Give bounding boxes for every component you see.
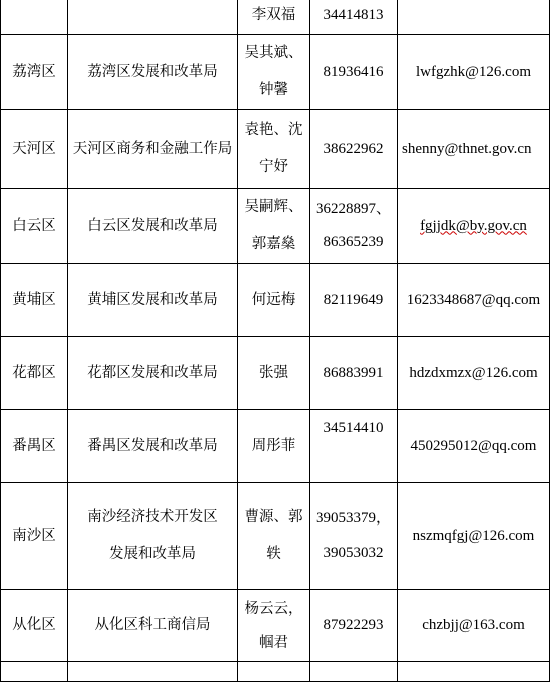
district-cell bbox=[1, 662, 68, 682]
phone-cell: 86883991 bbox=[310, 337, 398, 410]
phone-cell bbox=[310, 662, 398, 682]
contact-cell: 李双福 bbox=[238, 0, 310, 35]
department-cell: 番禺区发展和改革局 bbox=[68, 410, 238, 483]
email-cell: chzbjj@163.com bbox=[398, 590, 550, 662]
table-row bbox=[1, 110, 550, 189]
contact-cell: 吴嗣辉、郭嘉燊 bbox=[238, 189, 310, 264]
department-cell: 南沙经济技术开发区发展和改革局 bbox=[68, 483, 238, 590]
email-cell: 1623348687@qq.com bbox=[398, 264, 550, 337]
district-cell: 黄埔区 bbox=[1, 264, 68, 337]
department-cell bbox=[68, 0, 238, 35]
district-cell: 番禺区 bbox=[1, 410, 68, 483]
phone-cell: 38622962 bbox=[310, 110, 398, 189]
contact-cell: 何远梅 bbox=[238, 264, 310, 337]
email-cell bbox=[398, 0, 550, 35]
district-cell: 从化区 bbox=[1, 590, 68, 662]
email-cell: fgjjdk@by.gov.cn bbox=[398, 189, 550, 264]
phone-cell: 36228897、86365239 bbox=[310, 189, 398, 264]
email-cell: shenny@thnet.gov.cn bbox=[398, 110, 550, 189]
contact-cell bbox=[238, 662, 310, 682]
phone-cell: 34414813 bbox=[310, 0, 398, 35]
contact-cell: 吴其斌、钟馨 bbox=[238, 35, 310, 110]
table-row bbox=[1, 590, 550, 662]
email-cell: hdzdxmzx@126.com bbox=[398, 337, 550, 410]
department-cell: 荔湾区发展和改革局 bbox=[68, 35, 238, 110]
district-cell bbox=[1, 0, 68, 35]
email-cell: lwfgzhk@126.com bbox=[398, 35, 550, 110]
district-cell: 白云区 bbox=[1, 189, 68, 264]
table-row bbox=[1, 189, 550, 264]
table-row bbox=[1, 410, 550, 483]
table-row bbox=[1, 0, 550, 35]
phone-cell: 34514410 bbox=[310, 410, 398, 483]
table-row bbox=[1, 337, 550, 410]
district-cell: 天河区 bbox=[1, 110, 68, 189]
department-cell: 白云区发展和改革局 bbox=[68, 189, 238, 264]
department-cell: 花都区发展和改革局 bbox=[68, 337, 238, 410]
district-cell: 南沙区 bbox=[1, 483, 68, 590]
phone-cell: 81936416 bbox=[310, 35, 398, 110]
department-cell: 从化区科工商信局 bbox=[68, 590, 238, 662]
contact-cell: 曹源、郭轶 bbox=[238, 483, 310, 590]
email-cell bbox=[398, 662, 550, 682]
district-cell: 花都区 bbox=[1, 337, 68, 410]
phone-cell: 39053379，39053032 bbox=[310, 483, 398, 590]
phone-cell: 82119649 bbox=[310, 264, 398, 337]
district-cell: 荔湾区 bbox=[1, 35, 68, 110]
table-row bbox=[1, 35, 550, 110]
table-row bbox=[1, 264, 550, 337]
table-row bbox=[1, 483, 550, 590]
department-cell: 天河区商务和金融工作局 bbox=[68, 110, 238, 189]
email-cell: 450295012@qq.com bbox=[398, 410, 550, 483]
contact-cell: 杨云云，帼君 bbox=[238, 590, 310, 662]
contact-cell: 袁艳、沈宁妤 bbox=[238, 110, 310, 189]
contact-cell: 张强 bbox=[238, 337, 310, 410]
department-cell bbox=[68, 662, 238, 682]
contact-cell: 周彤菲 bbox=[238, 410, 310, 483]
table-row bbox=[1, 662, 550, 682]
email-cell: nszmqfgj@126.com bbox=[398, 483, 550, 590]
phone-cell: 87922293 bbox=[310, 590, 398, 662]
department-cell: 黄埔区发展和改革局 bbox=[68, 264, 238, 337]
